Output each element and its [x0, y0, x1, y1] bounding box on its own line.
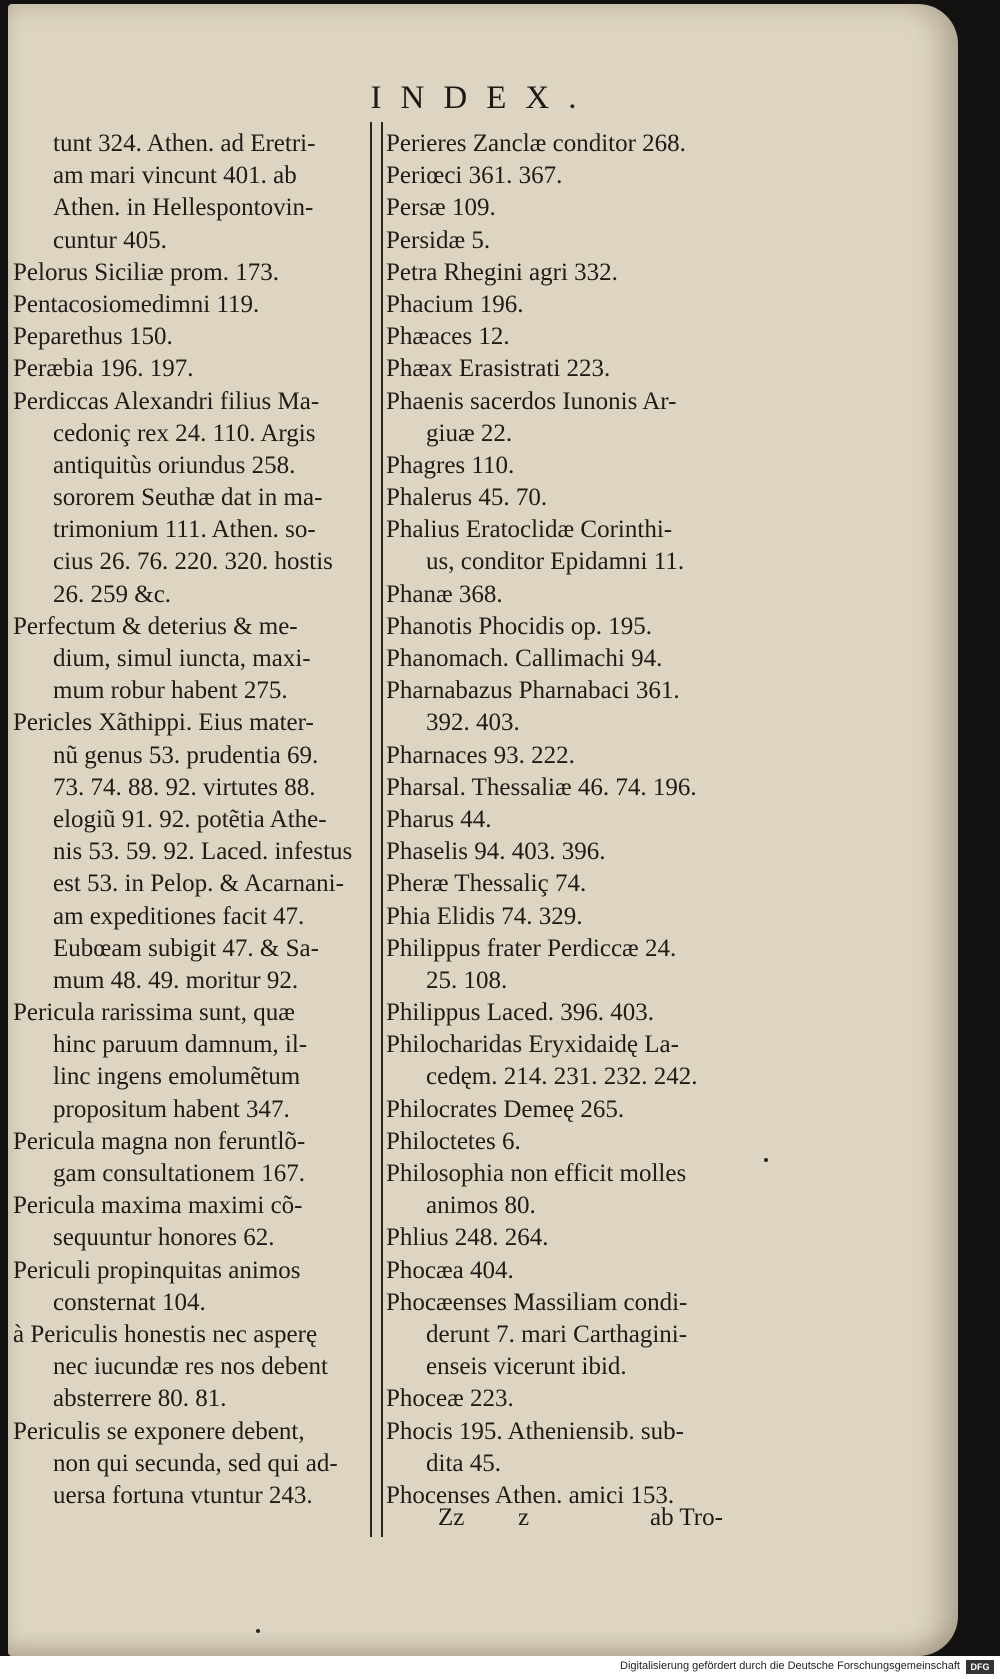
index-line: 73. 74. 88. 92. virtutes 88.: [53, 773, 316, 801]
index-column-left: [13, 128, 365, 1512]
index-line: Petra Rhegini agri 332.: [386, 258, 618, 286]
index-line: elogiũ 91. 92. potẽtia Athe-: [53, 805, 327, 833]
index-line: nec iucundæ res nos debent: [53, 1353, 328, 1381]
index-line: 392. 403.: [426, 709, 520, 737]
ink-speck: [256, 1629, 260, 1633]
index-line: Persæ 109.: [386, 194, 496, 222]
index-line: absterrere 80. 81.: [53, 1385, 227, 1413]
index-line: animos 80.: [426, 1192, 536, 1220]
ink-speck: [764, 1158, 768, 1162]
index-line: Phocenses Athen. amici 153.: [386, 1481, 675, 1509]
index-line: Phanotis Phocidis op. 195.: [386, 612, 652, 640]
index-line: Phanæ 368.: [386, 580, 503, 608]
index-line: Phacium 196.: [386, 290, 524, 318]
index-line: Periœci 361. 367.: [386, 162, 563, 190]
index-line: linc ingens emolumẽtum: [53, 1063, 301, 1091]
index-line: sequuntur honores 62.: [53, 1224, 275, 1252]
index-line: Philippus frater Perdiccæ 24.: [386, 934, 677, 962]
index-line: nis 53. 59. 92. Laced. infestus: [53, 838, 353, 866]
index-line: cedoniç rex 24. 110. Argis: [53, 419, 316, 447]
index-line: Phalerus 45. 70.: [386, 484, 548, 512]
index-line: Pentacosiomedimni 119.: [13, 290, 260, 318]
index-line: cius 26. 76. 220. 320. hostis: [53, 548, 333, 576]
index-line: Pelorus Siciliæ prom. 173.: [13, 258, 279, 286]
index-line: antiquitùs oriundus 258.: [53, 451, 296, 479]
index-line: Pheræ Thessaliç 74.: [386, 870, 587, 898]
index-line: 25. 108.: [426, 966, 508, 994]
index-line: hinc paruum damnum, il-: [53, 1031, 308, 1059]
index-line: sororem Seuthæ dat in ma-: [53, 484, 323, 512]
index-line: Pharus 44.: [386, 805, 492, 833]
index-line: mum 48. 49. moritur 92.: [53, 966, 299, 994]
index-line: Phoceæ 223.: [386, 1385, 514, 1413]
index-line: cedęm. 214. 231. 232. 242.: [426, 1063, 698, 1091]
index-line: Perieres Zanclæ conditor 268.: [386, 130, 686, 157]
index-line: Persidæ 5.: [386, 226, 491, 254]
index-line: tunt 324. Athen. ad Eretri-: [53, 130, 316, 157]
index-line: Phæaces 12.: [386, 323, 510, 351]
index-line: Phocæa 404.: [386, 1256, 514, 1284]
index-line: Phocæenses Massiliam condi-: [386, 1288, 688, 1316]
signature-number: z: [518, 1504, 530, 1531]
index-line: propositum habent 347.: [53, 1095, 290, 1123]
index-line: Periculis se exponere debent,: [13, 1417, 305, 1445]
index-line: est 53. in Pelop. & Acarnani-: [53, 870, 344, 898]
digitization-footer: [0, 1656, 1000, 1679]
index-line: Perdiccas Alexandri filius Ma-: [13, 387, 320, 415]
index-line: Phaselis 94. 403. 396.: [386, 838, 606, 866]
index-line: Perfectum & deterius & me-: [13, 612, 298, 640]
index-line: trimonium 111. Athen. so-: [53, 516, 316, 544]
index-line: Athen. in Hellespontovin-: [53, 194, 314, 222]
index-line: Pharnaces 93. 222.: [386, 741, 575, 769]
index-line: Philippus Laced. 396. 403.: [386, 999, 655, 1027]
index-line: Pericula maxima maximi cõ-: [13, 1192, 303, 1220]
index-line: mum robur habent 275.: [53, 677, 288, 705]
index-line: dita 45.: [426, 1449, 501, 1477]
index-line: Pharsal. Thessaliæ 46. 74. 196.: [386, 773, 697, 801]
column-rule-right: [381, 122, 383, 1537]
index-line: uersa fortuna vtuntur 243.: [53, 1481, 313, 1509]
index-line: am expeditiones facit 47.: [53, 902, 305, 930]
index-line: 26. 259 &c.: [53, 580, 172, 608]
index-column-right: [386, 128, 746, 1512]
index-line: Pharnabazus Pharnabaci 361.: [386, 677, 680, 705]
index-line: enseis vicerunt ibid.: [426, 1353, 627, 1381]
index-line: Periculi propinquitas animos: [13, 1256, 301, 1284]
signature-mark: Zz: [438, 1504, 465, 1531]
index-line: Phia Elidis 74. 329.: [386, 902, 583, 930]
catchword: ab Tro-: [650, 1504, 723, 1531]
index-line: nũ genus 53. prudentia 69.: [53, 741, 319, 769]
index-line: consternat 104.: [53, 1288, 206, 1316]
index-line: Philoctetes 6.: [386, 1127, 521, 1155]
index-line: giuæ 22.: [426, 419, 513, 447]
index-line: dium, simul iuncta, maxi-: [53, 645, 311, 672]
index-line: à Periculis honestis nec asperę: [13, 1320, 318, 1348]
index-line: Phalius Eratoclidæ Corinthi-: [386, 516, 673, 544]
index-line: cuntur 405.: [53, 226, 167, 254]
index-line: Peræbia 196. 197.: [13, 355, 194, 383]
column-rule-left: [370, 122, 372, 1537]
index-line: Phlius 248. 264.: [386, 1224, 549, 1252]
dfg-logo: DFG: [966, 1660, 994, 1674]
index-line: derunt 7. mari Carthagini-: [426, 1320, 688, 1348]
index-line: Pericula rarissima sunt, quæ: [13, 999, 295, 1027]
index-line: am mari vincunt 401. ab: [53, 162, 297, 190]
index-line: Pericles Xãthippi. Eius mater-: [13, 709, 314, 737]
book-page: [8, 4, 958, 1656]
index-line: Philocrates Demeę 265.: [386, 1095, 625, 1123]
page-title: INDEX.: [370, 80, 596, 116]
index-line: Philosophia non efficit molles: [386, 1160, 687, 1187]
index-line: Phaenis sacerdos Iunonis Ar-: [386, 387, 677, 415]
index-line: us, conditor Epidamni 11.: [426, 548, 685, 576]
index-line: non qui secunda, sed qui ad-: [53, 1449, 338, 1477]
index-line: Phæax Erasistrati 223.: [386, 355, 611, 383]
index-line: Philocharidas Eryxidaidę La-: [386, 1031, 679, 1059]
index-line: Eubœam subigit 47. & Sa-: [53, 934, 319, 962]
index-line: Phocis 195. Atheniensib. sub-: [386, 1417, 684, 1445]
index-line: Phagres 110.: [386, 451, 515, 479]
index-line: gam consultationem 167.: [53, 1160, 306, 1187]
index-line: Peparethus 150.: [13, 323, 173, 351]
footer-credit: Digitalisierung gefördert durch die Deutsche Forschungsgemeinschaft: [620, 1660, 960, 1672]
index-line: Pericula magna non feruntlõ-: [13, 1127, 306, 1155]
index-line: Phanomach. Callimachi 94.: [386, 645, 663, 672]
